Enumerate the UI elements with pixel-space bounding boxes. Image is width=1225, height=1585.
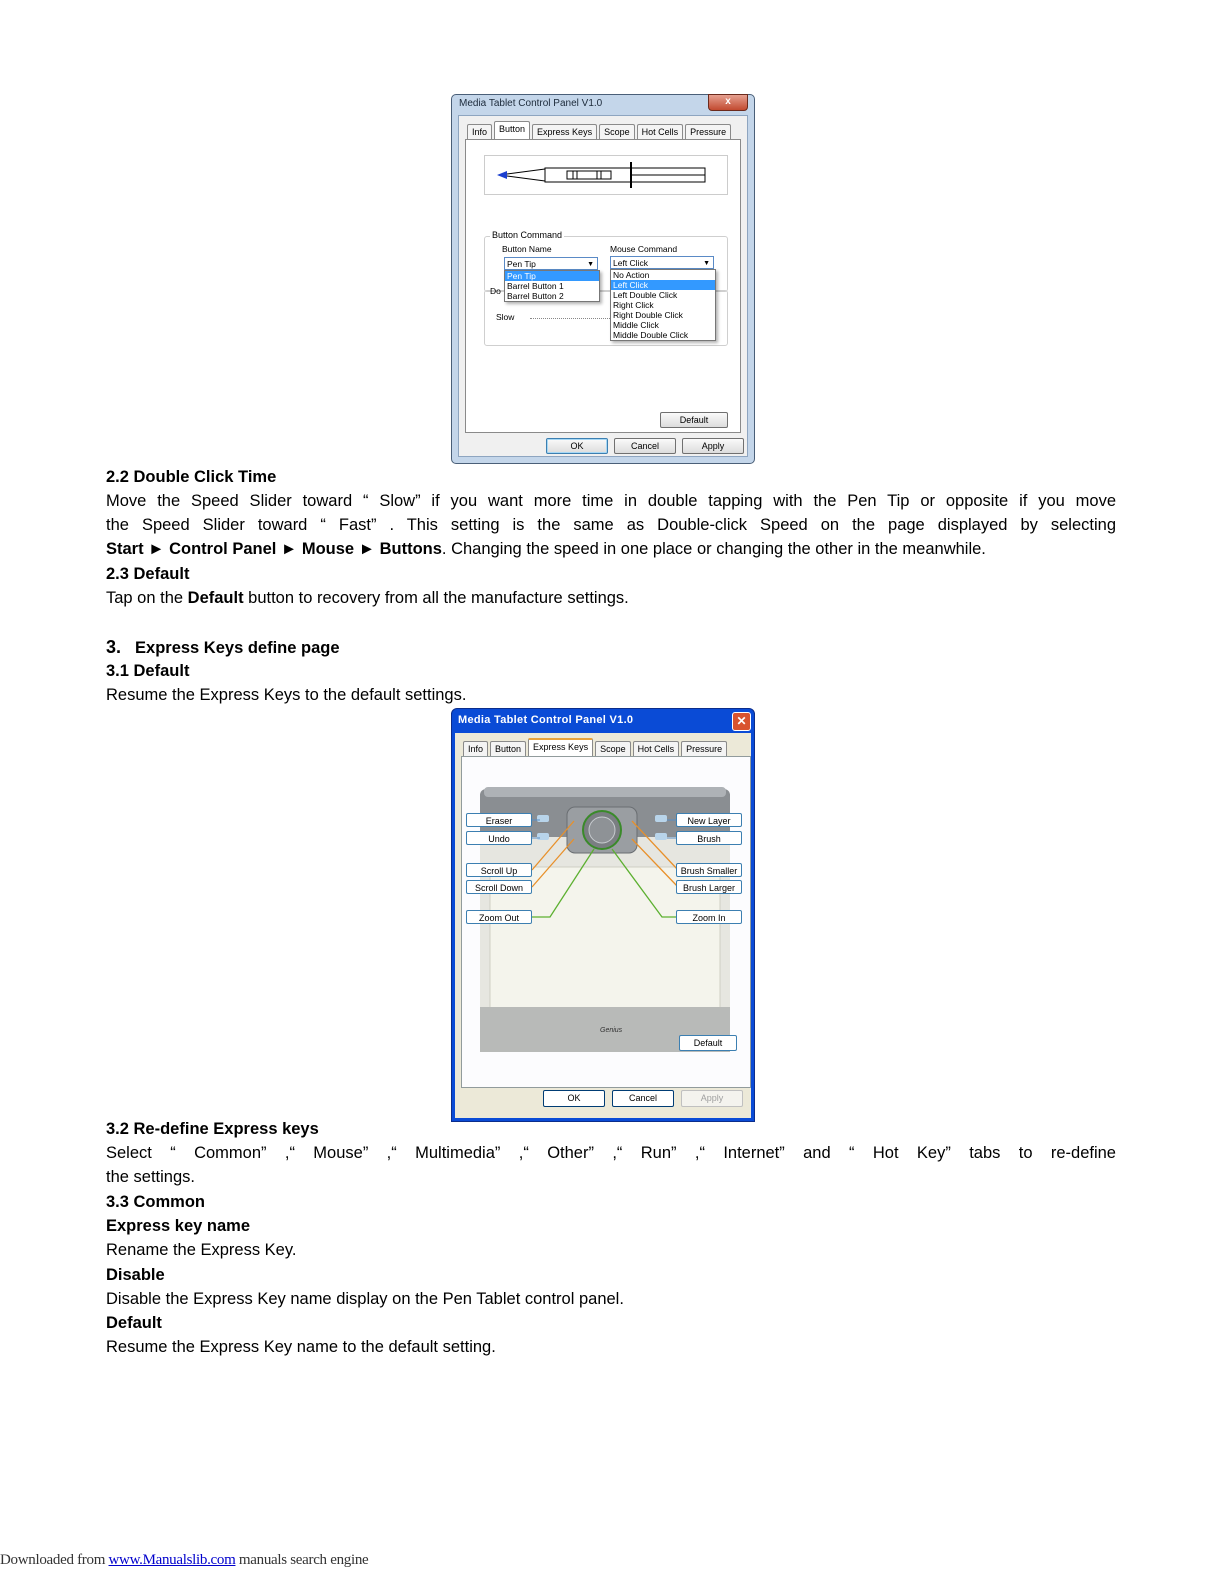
heading-3-number: 3. <box>106 637 122 657</box>
default-button[interactable]: Default <box>679 1035 737 1051</box>
mouse-command-dropdown <box>610 269 716 341</box>
express-key-brush-smaller[interactable]: Brush Smaller <box>676 863 742 877</box>
tab-bar <box>467 124 731 139</box>
double-click-label-partial: Do <box>490 286 501 296</box>
text-disable: Disable the Express Key name display on the Pen Tablet control panel. <box>106 1290 624 1308</box>
slow-label: Slow <box>496 312 515 322</box>
button-name-select[interactable] <box>504 257 598 270</box>
apply-button[interactable]: Apply <box>681 1090 743 1107</box>
express-key-scroll-up[interactable]: Scroll Up <box>466 863 532 877</box>
button-command-label: Button Command <box>492 230 563 240</box>
option-right-click[interactable]: Right Click <box>613 300 654 310</box>
paragraph-2-2-line-3-rest: . Changing the speed in one place or changing the other in the meanwhile. <box>441 540 986 558</box>
dropdown-arrow-icon: ▼ <box>703 260 710 267</box>
text-default: Resume the Express Key name to the default setting. <box>106 1338 496 1356</box>
tab-page <box>465 139 741 433</box>
express-key-scroll-down[interactable]: Scroll Down <box>466 880 532 894</box>
heading-3 <box>106 635 1116 660</box>
option-pen-tip[interactable]: Pen Tip <box>505 271 599 281</box>
tab-express-keys[interactable]: Express Keys <box>532 124 597 139</box>
paragraph-2-3-pre: Tap on the <box>106 589 188 607</box>
genius-logo: Genius <box>600 1027 623 1034</box>
paragraph-3-2-line-1: Select “ Common” ,“ Mouse” ,“ Multimedia” ,“ Other” ,“ Run” ,“ Internet” and “ Hot Key” tabs to re-define <box>106 1144 1116 1162</box>
heading-disable: Disable <box>106 1266 165 1284</box>
tab-scope[interactable]: Scope <box>595 741 631 756</box>
option-left-click[interactable]: Left Click <box>611 280 715 290</box>
heading-2-2: 2.2 Double Click Time <box>106 468 277 486</box>
express-key-new-layer[interactable]: New Layer <box>676 813 742 827</box>
express-key-brush-larger[interactable]: Brush Larger <box>676 880 742 894</box>
window-client <box>458 115 748 457</box>
heading-3-1: 3.1 Default <box>106 662 190 680</box>
pen-illustration <box>484 155 728 195</box>
footer-suffix: manuals search engine <box>235 1552 369 1568</box>
tab-info[interactable]: Info <box>463 741 488 756</box>
tab-info[interactable]: Info <box>467 124 492 139</box>
text-express-key-name: Rename the Express Key. <box>106 1241 297 1259</box>
download-footer <box>0 1552 368 1569</box>
option-barrel-button-1[interactable]: Barrel Button 1 <box>507 281 564 291</box>
ok-button[interactable]: OK <box>546 438 608 454</box>
footer-prefix: Downloaded from <box>0 1552 109 1568</box>
manualslib-link[interactable]: www.Manualslib.com <box>108 1552 236 1568</box>
apply-button[interactable]: Apply <box>682 438 744 454</box>
navigation-path: Start ► Control Panel ► Mouse ► Buttons <box>106 540 442 558</box>
heading-2-3: 2.3 Default <box>106 565 190 583</box>
express-key-eraser[interactable]: Eraser <box>466 813 532 827</box>
option-middle-click[interactable]: Middle Click <box>613 320 659 330</box>
mouse-command-select[interactable] <box>610 256 714 269</box>
tab-pressure[interactable]: Pressure <box>685 124 731 139</box>
heading-3-3: 3.3 Common <box>106 1193 206 1211</box>
window-client <box>455 733 751 1118</box>
tab-scope[interactable]: Scope <box>599 124 635 139</box>
tab-button[interactable]: Button <box>494 121 530 139</box>
close-button[interactable]: ✕ <box>732 712 751 731</box>
paragraph-2-3 <box>106 586 1116 610</box>
mouse-command-label: Mouse Command <box>610 244 678 254</box>
option-barrel-button-2[interactable]: Barrel Button 2 <box>507 291 564 301</box>
heading-3-title: Express Keys define page <box>135 639 340 657</box>
tab-page <box>461 756 751 1088</box>
pen-icon <box>485 156 727 194</box>
option-no-action[interactable]: No Action <box>613 270 650 280</box>
express-key-zoom-out[interactable]: Zoom Out <box>466 910 532 924</box>
heading-3-2: 3.2 Re-define Express keys <box>106 1120 319 1138</box>
dropdown-arrow-icon: ▼ <box>587 261 594 268</box>
button-name-dropdown <box>504 270 600 302</box>
default-term: Default <box>187 589 244 607</box>
paragraph-2-2-line-2: the Speed Slider toward “ Fast” . This setting is the same as Double-click Speed on the page displayed by selecting <box>106 516 1116 534</box>
button-name-label: Button Name <box>502 244 552 254</box>
tab-express-keys[interactable]: Express Keys <box>528 738 593 757</box>
cancel-button[interactable]: Cancel <box>614 438 676 454</box>
mouse-command-value: Left Click <box>613 258 648 268</box>
tab-bar <box>463 741 727 757</box>
cancel-button[interactable]: Cancel <box>612 1090 674 1107</box>
paragraph-2-3-post: button to recovery from all the manufacture settings. <box>243 589 629 607</box>
express-key-undo[interactable]: Undo <box>466 831 532 845</box>
close-button[interactable]: x <box>708 94 748 111</box>
window-title: Media Tablet Control Panel V1.0 <box>459 98 603 109</box>
tab-button[interactable]: Button <box>490 741 526 756</box>
tab-pressure[interactable]: Pressure <box>681 741 727 756</box>
paragraph-2-2-line-3 <box>106 537 1116 561</box>
paragraph-3-1: Resume the Express Keys to the default settings. <box>106 686 467 704</box>
control-panel-window-express-keys-tab <box>451 708 755 1122</box>
default-button[interactable]: Default <box>660 412 728 428</box>
option-left-double-click[interactable]: Left Double Click <box>613 290 678 300</box>
tab-hot-cells[interactable]: Hot Cells <box>637 124 684 139</box>
option-right-double-click[interactable]: Right Double Click <box>613 310 683 320</box>
ok-button[interactable]: OK <box>543 1090 605 1107</box>
heading-default: Default <box>106 1314 162 1332</box>
window-title: Media Tablet Control Panel V1.0 <box>458 714 634 726</box>
control-panel-window-button-tab <box>451 94 755 464</box>
button-name-value: Pen Tip <box>507 259 536 269</box>
paragraph-2-2-line-1: Move the Speed Slider toward “ Slow” if you want more time in double tapping with the Pen Tip or opposite if you move <box>106 492 1116 510</box>
paragraph-3-2-line-2: the settings. <box>106 1168 195 1186</box>
express-key-brush[interactable]: Brush <box>676 831 742 845</box>
option-middle-double-click[interactable]: Middle Double Click <box>613 330 689 340</box>
heading-express-key-name: Express key name <box>106 1217 251 1235</box>
tab-hot-cells[interactable]: Hot Cells <box>633 741 680 756</box>
express-key-zoom-in[interactable]: Zoom In <box>676 910 742 924</box>
